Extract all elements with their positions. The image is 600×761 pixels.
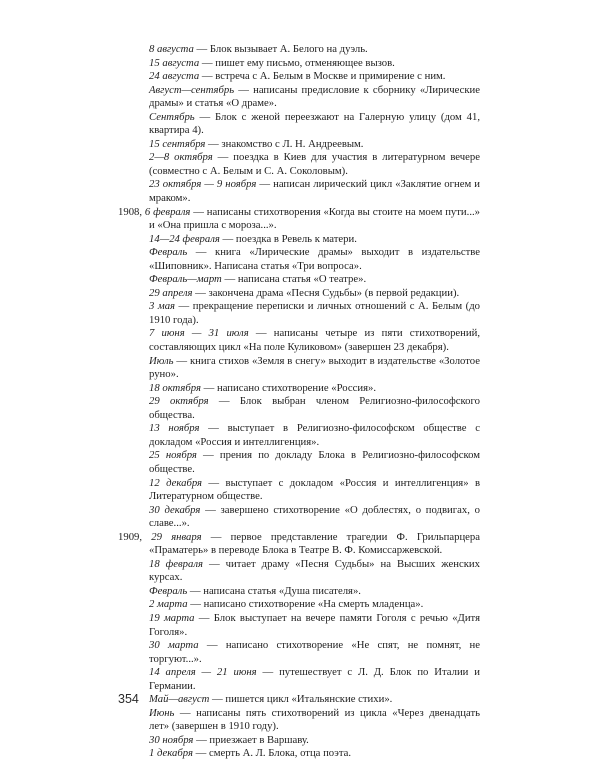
- chronology-entry: [118, 138, 480, 152]
- entry-date: 14—24 февраля: [149, 232, 220, 245]
- chronology-entry: [118, 747, 480, 761]
- chronology-entry: [118, 422, 480, 449]
- chronology-entry: [118, 327, 480, 354]
- entry-date: 18 февраля: [149, 557, 203, 570]
- entry-text: — Блок выступает на вечере памяти Гоголя с речью «Дитя Гоголя».: [149, 611, 480, 638]
- entry-text: — выступает с докладом «Россия и интеллигенция» в Литературном обществе.: [149, 476, 481, 503]
- entry-date: 7 июня — 31 июля: [149, 327, 249, 340]
- chronology-entry: [118, 382, 480, 396]
- entry-date: 29 января: [151, 530, 202, 543]
- chronology-entry: [118, 70, 480, 84]
- chronology-entry: [118, 300, 480, 327]
- chronology-entry: [118, 151, 480, 178]
- chronology-entry: [118, 355, 480, 382]
- entry-text: — путешествует с Л. Д. Блок по Италии и Германии.: [149, 666, 480, 692]
- chronology-entry: [118, 287, 480, 301]
- entry-date: 30 декабря: [149, 503, 201, 516]
- entry-text: — пишется цикл «Итальянские стихи».: [209, 693, 393, 706]
- entry-date: 30 марта: [149, 639, 199, 652]
- entry-text: — написаны четыре из пяти стихотворений, составляющих цикл «На поле Куликовом» (завершен 23 декабря).: [149, 327, 480, 354]
- entry-date: 29 октября: [149, 395, 209, 408]
- chronology-entry: [118, 504, 480, 531]
- chronology-entry: [118, 273, 480, 287]
- entry-date: Февраль—март: [149, 273, 222, 286]
- chronology-entry: [118, 84, 480, 111]
- chronology-entry: [118, 558, 480, 585]
- chronology-entry: [118, 395, 480, 422]
- entry-text: — закончена драма «Песня Судьбы» (в первой редакции).: [192, 286, 460, 299]
- entry-date: 14 апреля — 21 июня: [149, 666, 257, 679]
- entry-text: — Блок с женой переезжают на Галерную улицу (дом 41, квартира 4).: [149, 110, 480, 137]
- entry-date: 25 ноября: [149, 449, 197, 462]
- chronology-entry: [118, 111, 480, 138]
- entry-text: — читает драму «Песня Судьбы» на Высших женских курсах.: [149, 557, 480, 584]
- entry-text: — написаны пять стихотворений из цикла «Через двенадцать лет» (завершен в 1910 году).: [149, 706, 480, 733]
- entry-text: — написано стихотворение «Не спят, не помнят, не торгуют...».: [149, 639, 480, 665]
- entry-text: — написана статья «О театре».: [221, 273, 367, 286]
- entry-text: — написано стихотворение «Россия».: [200, 381, 377, 394]
- entry-date: 2—8 октября: [149, 151, 213, 164]
- entry-date: 8 августа: [149, 43, 194, 55]
- entry-date: 2 марта: [149, 598, 188, 611]
- page-number: 354: [118, 692, 139, 706]
- entry-text: — поездка в Ревель к матери.: [219, 232, 357, 245]
- entry-date: 3 мая: [149, 300, 176, 313]
- entry-text: — написана статья «Душа писателя».: [187, 584, 361, 597]
- entry-date: 23 октября — 9 ноября: [149, 178, 257, 191]
- entry-text: — приезжает в Варшаву.: [193, 733, 309, 746]
- entry-date: 13 ноября: [149, 422, 200, 435]
- entry-year: 1909,: [118, 530, 143, 543]
- entry-date: Сентябрь: [149, 110, 195, 123]
- chronology-entry: [118, 693, 480, 707]
- chronology-entry: [118, 233, 480, 247]
- entry-date: 15 августа: [149, 56, 200, 69]
- chronology-entry: [118, 246, 480, 273]
- chronology-entry: [118, 734, 480, 748]
- entry-text: — написаны стихотворения «Когда вы стоите на моем пути...» и «Она пришла с мороза...».: [149, 205, 481, 232]
- chronology-entry: [118, 43, 480, 57]
- entry-date: 6 февраля: [144, 205, 191, 218]
- chronology-entry: [118, 449, 480, 476]
- entry-text: — написаны предисловие к сборнику «Лирические драмы» и статья «О драме».: [149, 83, 480, 110]
- entry-text: — Блок выбран членом Религиозно-философского общества.: [149, 395, 480, 421]
- entry-date: 24 августа: [149, 70, 200, 83]
- entry-text: — завершено стихотворение «О доблестях, о подвигах, о славе...».: [149, 503, 480, 530]
- entry-date: Август—сентябрь: [149, 83, 235, 96]
- entry-date: Июль: [149, 354, 174, 367]
- entry-text: — написано стихотворение «На смерть младенца».: [187, 598, 424, 611]
- entry-date: 1 декабря: [149, 747, 193, 760]
- chronology-entry: [118, 57, 480, 71]
- entry-text: — смерть А. Л. Блока, отца поэта.: [192, 747, 352, 760]
- chronology-entry: [118, 477, 480, 504]
- chronology-entry: [118, 598, 480, 612]
- entry-text: — прекращение переписки и личных отношений с А. Белым (до 1910 года).: [149, 300, 480, 326]
- entry-text: — встреча с А. Белым в Москве и примирение с ним.: [199, 70, 446, 83]
- entry-date: Февраль: [149, 246, 188, 259]
- entry-text: — знакомство с Л. Н. Андреевым.: [205, 137, 364, 150]
- entry-year: 1908,: [118, 205, 143, 218]
- entry-text: — выступает в Религиозно-философском обществе с докладом «Россия и интеллигенция».: [149, 422, 480, 448]
- chronology-entry: [118, 612, 480, 639]
- year-entry: [118, 531, 480, 558]
- entry-date: 15 сентября: [149, 137, 206, 150]
- entry-date: 19 марта: [149, 611, 195, 624]
- entry-text: — пишет ему письмо, отменяющее вызов.: [199, 56, 395, 69]
- chronology-entry: [118, 707, 480, 734]
- chronology-text: [118, 43, 480, 761]
- chronology-entry: [118, 666, 480, 693]
- entry-date: Июнь: [149, 706, 175, 719]
- entry-text: — книга «Лирические драмы» выходит в издательстве «Шиповник». Написана статья «Три вопроса».: [149, 246, 480, 272]
- entry-text: — Блок вызывает А. Белого на дуэль.: [193, 43, 368, 55]
- entry-text: — прения по докладу Блока в Религиозно-философском обществе.: [149, 449, 480, 475]
- chronology-entry: [118, 178, 480, 205]
- entry-date: Февраль: [149, 584, 188, 597]
- chronology-entry: [118, 639, 480, 666]
- entry-date: 12 декабря: [149, 476, 203, 489]
- year-entry: [118, 206, 480, 233]
- entry-text: — книга стихов «Земля в снегу» выходит в издательстве «Золотое руно».: [149, 354, 480, 381]
- entry-text: — поездка в Киев для участия в литературном вечере (совместно с А. Белым и С. А. Соколовым).: [149, 151, 480, 177]
- entry-text: — написан лирический цикл «Заклятие огнем и мраком».: [149, 178, 480, 205]
- entry-date: Май—август: [149, 693, 210, 706]
- entry-date: 30 ноября: [149, 733, 194, 746]
- entry-date: 18 октября: [149, 381, 201, 394]
- chronology-entry: [118, 585, 480, 599]
- entry-text: — первое представление трагедии Ф. Грильпарцера «Праматерь» в переводе Блока в Театре В. Ф. Комиссаржевской.: [149, 530, 480, 557]
- entry-date: 29 апреля: [149, 286, 193, 299]
